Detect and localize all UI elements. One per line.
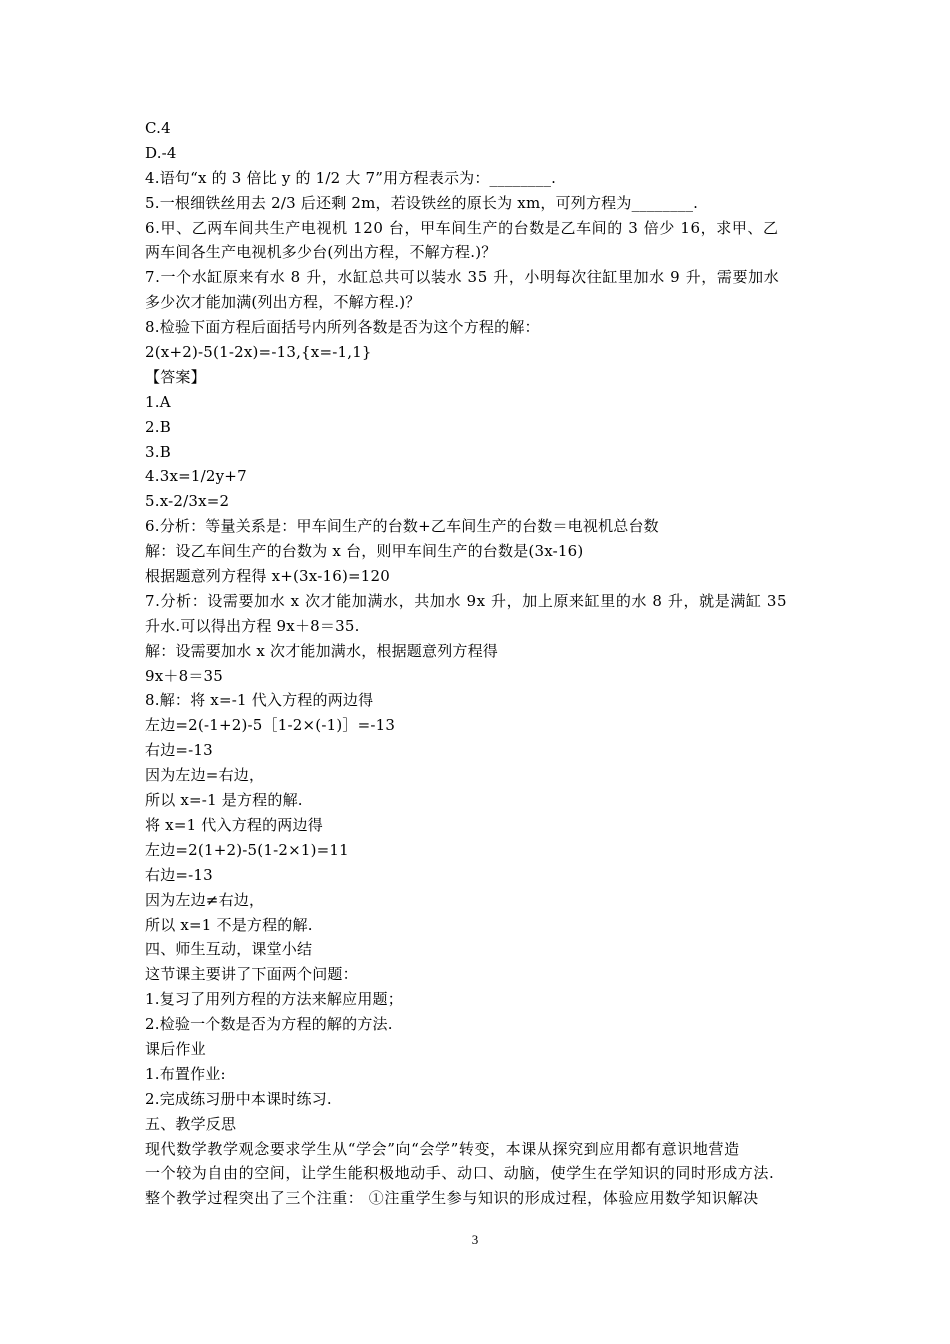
text-line: 2(x+2)-5(1-2x)=-13,{x=-1,1} (145, 343, 372, 362)
text-line: 多少次才能加满(列出方程，不解方程.)？ (145, 293, 421, 312)
text-line: 8.解：将 x=-1 代入方程的两边得 (145, 691, 374, 710)
text-line: 四、师生互动，课堂小结 (145, 940, 313, 959)
text-line: 解：设需要加水 x 次才能加满水，根据题意列方程得 (145, 641, 498, 660)
text-line: 5.一根细铁丝用去 2/3 后还剩 2m，若设铁丝的原长为 xm，可列方程为________. (145, 193, 699, 212)
text-line: 根据题意列方程得 x+(3x-16)=120 (145, 567, 390, 586)
text-line: 因为左边≠右边， (145, 890, 265, 909)
text-line: 4.语句“x 的 3 倍比 y 的 1/2 大 7”用方程表示为：________. (145, 168, 557, 187)
text-line: 2.B (145, 417, 171, 436)
text-line: 1.A (145, 392, 171, 411)
text-line: 右边=-13 (145, 865, 213, 884)
text-line: 所以 x=-1 是方程的解. (145, 791, 303, 810)
text-line: 这节课主要讲了下面两个问题： (145, 965, 358, 984)
text-line: C.4 (145, 119, 171, 137)
text-line: 2.完成练习册中本课时练习. (145, 1089, 332, 1108)
text-line: 两车间各生产电视机多少台(列出方程，不解方程.)？ (145, 243, 497, 262)
page-number: 3 (471, 1232, 479, 1247)
page-content (145, 116, 815, 1211)
text-line: 2.检验一个数是否为方程的解的方法. (145, 1015, 393, 1034)
text-line: 左边=2(1+2)-5(1-2×1)=11 (145, 840, 349, 859)
text-line: 【答案】 (145, 367, 206, 386)
text-line: 因为左边=右边， (145, 766, 265, 785)
text-line: 8.检验下面方程后面括号内所列各数是否为这个方程的解： (145, 318, 540, 337)
text-line: 3.B (145, 442, 171, 461)
text-line: 现代数学教学观念要求学生从“学会”向“会学”转变，本课从探究到应用都有意识地营造 (145, 1139, 740, 1158)
text-line: 解：设乙车间生产的台数为 x 台，则甲车间生产的台数是(3x-16) (145, 542, 584, 561)
text-line: 1.布置作业: (145, 1064, 226, 1083)
text-line: 左边=2(-1+2)-5［1-2×(-1)］=-13 (145, 716, 396, 735)
text-line: 6.甲、乙两车间共生产电视机 120 台，甲车间生产的台数是乙车间的 3 倍少 16，求甲、乙 (145, 218, 779, 237)
text-line: 7.分析：设需要加水 x 次才能加满水，共加水 9x 升，加上原来缸里的水 8 升，就是满缸 35 (145, 591, 788, 610)
text-line: 将 x=1 代入方程的两边得 (145, 815, 323, 834)
text-line: 一个较为自由的空间，让学生能积极地动手、动口、动脑，使学生在学知识的同时形成方法. (145, 1164, 775, 1183)
text-line: 4.3x=1/2y+7 (145, 467, 247, 486)
text-line: 右边=-13 (145, 741, 213, 760)
text-line: 所以 x=1 不是方程的解. (145, 915, 313, 934)
text-line: 7.一个水缸原来有水 8 升，水缸总共可以装水 35 升，小明每次往缸里加水 9 升，需要加水 (145, 268, 780, 287)
text-line: 9x＋8＝35 (145, 666, 224, 685)
text-line: 五、教学反思 (145, 1114, 237, 1133)
text-line: 6.分析：等量关系是：甲车间生产的台数+乙车间生产的台数＝电视机总台数 (145, 517, 659, 536)
text-line: 1.复习了用列方程的方法来解应用题； (145, 990, 403, 1009)
text-line: 课后作业 (145, 1039, 206, 1058)
text-line: 整个教学过程突出了三个注重： ①注重学生参与知识的形成过程，体验应用数学知识解决 (145, 1189, 759, 1208)
text-line: D.-4 (145, 143, 177, 162)
text-line: 5.x-2/3x=2 (145, 492, 230, 511)
text-line: 升水.可以得出方程 9x＋8＝35. (145, 616, 360, 635)
